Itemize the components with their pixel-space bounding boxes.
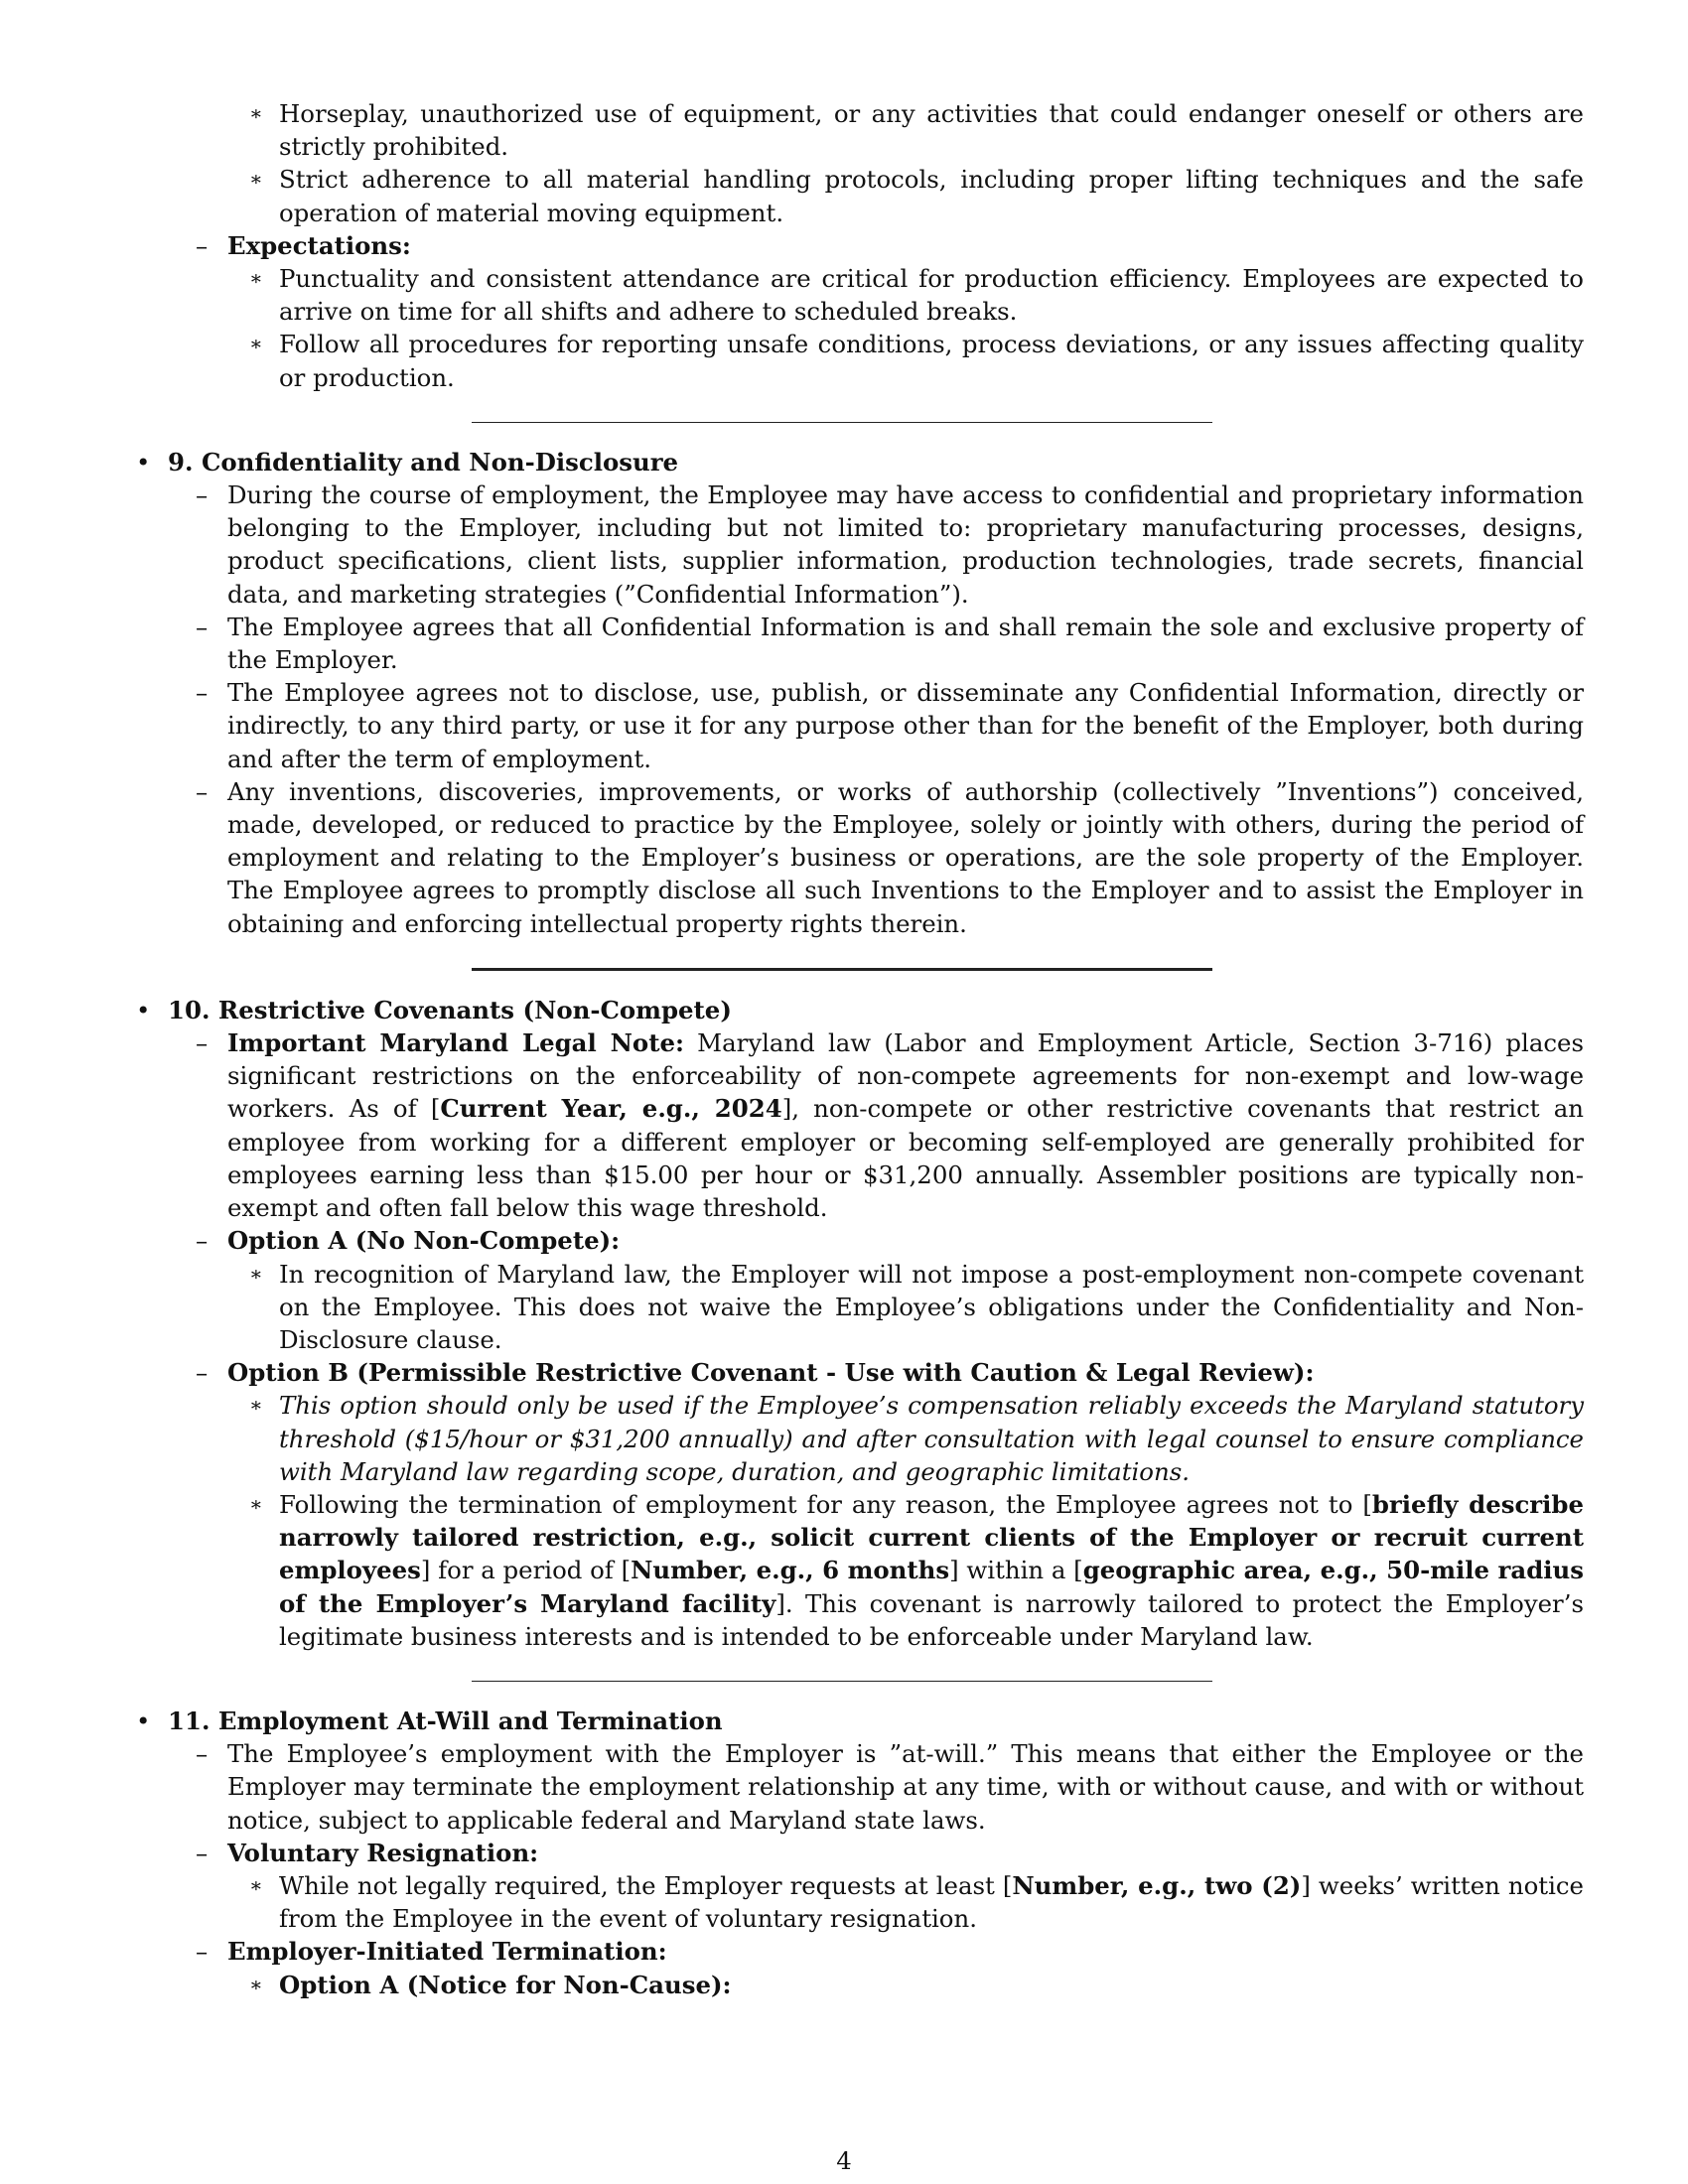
list-item [134, 1935, 1584, 1968]
asterisk-bullet-icon: ∗ [249, 1872, 263, 1897]
item-text: ] weeks’ written notice from the Employee in the event of voluntary resignation. [279, 1870, 1584, 1934]
dash-bullet-icon: – [196, 1028, 209, 1058]
item-text: While not legally required, the Employer requests at least [ [279, 1870, 1013, 1900]
asterisk-bullet-icon: ∗ [249, 1393, 263, 1418]
list-item [134, 1869, 1584, 1935]
option-a-heading [134, 1224, 1584, 1257]
item-text: Strict adherence to all material handling protocols, including proper lifting techniques and the safe operation of material moving equipment. [279, 165, 1584, 227]
item-text: In recognition of Maryland law, the Employer will not impose a post-employment non-compete covenant on the Employee. This does not waive the Employee’s obligations under the Confidentiality and Non-Disclosure clause. [279, 1259, 1584, 1354]
asterisk-bullet-icon: ∗ [249, 101, 263, 125]
list-item [134, 1837, 1584, 1869]
dash-bullet-icon: – [196, 1226, 209, 1256]
list-item [134, 1258, 1584, 1357]
item-text: The Employee’s employment with the Employer is ”at-will.” This means that either the Employee or the Employer may terminate the employment relationship at any time, with or without cause, and with or without notice, subject to applicable federal and Maryland state laws. [227, 1739, 1584, 1835]
list-item [134, 1737, 1584, 1837]
item-text: Any inventions, discoveries, improvements, or works of authorship (collectively ”Inventions”) conceived, made, developed, or reduced to practice by the Employee, solely or jointly with others, during the period of employment and relating to the Employer’s business or operations, are the sole property of the Employer. The Employee agrees to promptly disclose all such Inventions to the Employer and to assist the Employer in obtaining and enforcing intellectual property rights therein. [227, 776, 1584, 938]
list-item [134, 163, 1584, 228]
legal-note [134, 1026, 1584, 1224]
note-label: Important Maryland Legal Note: [227, 1028, 684, 1058]
caution-text: This option should only be used if the Employee’s compensation reliably exceeds the Maryland statutory threshold ($15/hour or $31,200 annually) and after consultation with legal counsel to ensure compliance with Maryland law regarding scope, duration, and geographic limitations. [279, 1391, 1584, 1486]
employer-termination-label: Employer-Initiated Termination: [227, 1937, 667, 1967]
list-item [134, 1389, 1584, 1488]
asterisk-bullet-icon: ∗ [249, 1972, 263, 1996]
option-label: Option A (No Non-Compete): [227, 1226, 621, 1256]
list-item [134, 229, 1584, 262]
dash-bullet-icon: – [196, 612, 209, 641]
page-number: 4 [836, 2146, 852, 2175]
section-heading-9 [134, 446, 1584, 478]
section-heading-10 [134, 994, 1584, 1026]
list-item [134, 1488, 1584, 1653]
list-item [134, 1969, 1584, 2001]
list-item [134, 328, 1584, 393]
asterisk-bullet-icon: ∗ [249, 266, 263, 291]
note-text: ], non-compete or other restrictive covenants that restrict an employee from working for a different employer or becoming self-employed are generally prohibited for employees earning less than $15.00 per hour or $31,200 annually. Assembler positions are typically non-exempt and often fall below this wage threshold. [227, 1094, 1584, 1223]
dash-bullet-icon: – [196, 1937, 209, 1967]
item-text: The Employee agrees that all Confidential Information is and shall remain the sole and exclusive property of the Employer. [227, 612, 1584, 675]
option-b-heading [134, 1356, 1584, 1389]
expectations-label: Expectations: [227, 230, 411, 260]
list-item [134, 478, 1584, 611]
bullet-icon: • [136, 447, 151, 477]
section-divider [472, 968, 1212, 971]
item-text: ] for a period of [ [420, 1556, 632, 1585]
bullet-icon: • [136, 1706, 151, 1735]
section-heading-11 [134, 1705, 1584, 1737]
dash-bullet-icon: – [196, 776, 209, 806]
item-text: ]. This covenant is narrowly tailored to protect the Employer’s legitimate business interests and is intended to be enforceable under Maryland law. [279, 1588, 1584, 1651]
option-label: Option A (Notice for Non-Cause): [279, 1970, 732, 1999]
section-title: 9. Confidentiality and Non-Disclosure [168, 447, 679, 477]
dash-bullet-icon: – [196, 480, 209, 510]
list-item [134, 676, 1584, 775]
placeholder-restriction: briefly describe narrowly tailored restriction, e.g., solicit current clients of the Employer or recruit current employees [279, 1489, 1585, 1585]
dash-bullet-icon: – [196, 230, 209, 260]
document-page [134, 97, 1584, 2001]
section-title: 11. Employment At-Will and Termination [168, 1706, 723, 1735]
placeholder-year: Current Year, e.g., 2024 [440, 1094, 782, 1124]
bullet-icon: • [136, 995, 151, 1024]
list-item [134, 97, 1584, 163]
item-text: Following the termination of employment for any reason, the Employee agrees not to [ [279, 1489, 1372, 1519]
asterisk-bullet-icon: ∗ [249, 167, 263, 192]
placeholder-duration: Number, e.g., 6 months [631, 1556, 950, 1585]
section-divider [472, 422, 1212, 423]
asterisk-bullet-icon: ∗ [249, 1261, 263, 1286]
item-text: The Employee agrees not to disclose, use, publish, or disseminate any Confidential Information, directly or indirectly, to any third party, or use it for any purpose other than for the benefit of the Employer, both during and after the term of employment. [227, 678, 1584, 773]
list-item [134, 262, 1584, 328]
section-title: 10. Restrictive Covenants (Non-Compete) [168, 995, 732, 1024]
list-item [134, 775, 1584, 940]
option-label: Option B (Permissible Restrictive Covenant - Use with Caution & Legal Review): [227, 1358, 1315, 1388]
item-text: Horseplay, unauthorized use of equipment, or any activities that could endanger oneself or others are strictly prohibited. [279, 99, 1584, 162]
item-text: Follow all procedures for reporting unsafe conditions, process deviations, or any issues affecting quality or production. [279, 330, 1584, 392]
placeholder-geography: geographic area, e.g., 50-mile radius of the Employer’s Maryland facility [279, 1556, 1584, 1618]
dash-bullet-icon: – [196, 1739, 209, 1769]
list-item [134, 611, 1584, 676]
item-text: Punctuality and consistent attendance are critical for production efficiency. Employees are expected to arrive on time for all shifts and adhere to scheduled breaks. [279, 264, 1584, 327]
voluntary-label: Voluntary Resignation: [227, 1838, 539, 1867]
dash-bullet-icon: – [196, 678, 209, 708]
dash-bullet-icon: – [196, 1838, 209, 1867]
item-text: During the course of employment, the Employee may have access to confidential and proprietary information belonging to the Employer, including but not limited to: proprietary manufacturing processes, designs, product specifications, client lists, supplier information, production technologies, trade secrets, financial data, and marketing strategies (”Confidential Information”). [227, 480, 1584, 609]
note-text: Maryland law (Labor and Employment Article, Section 3-716) places significant restrictions on the enforceability of non-compete agreements for non-exempt and low-wage workers. As of [ [227, 1028, 1584, 1124]
dash-bullet-icon: – [196, 1358, 209, 1388]
asterisk-bullet-icon: ∗ [249, 1491, 263, 1516]
item-text: ] within a [ [949, 1556, 1083, 1585]
section-divider [472, 1681, 1212, 1682]
asterisk-bullet-icon: ∗ [249, 332, 263, 356]
placeholder-weeks: Number, e.g., two (2) [1012, 1870, 1302, 1900]
